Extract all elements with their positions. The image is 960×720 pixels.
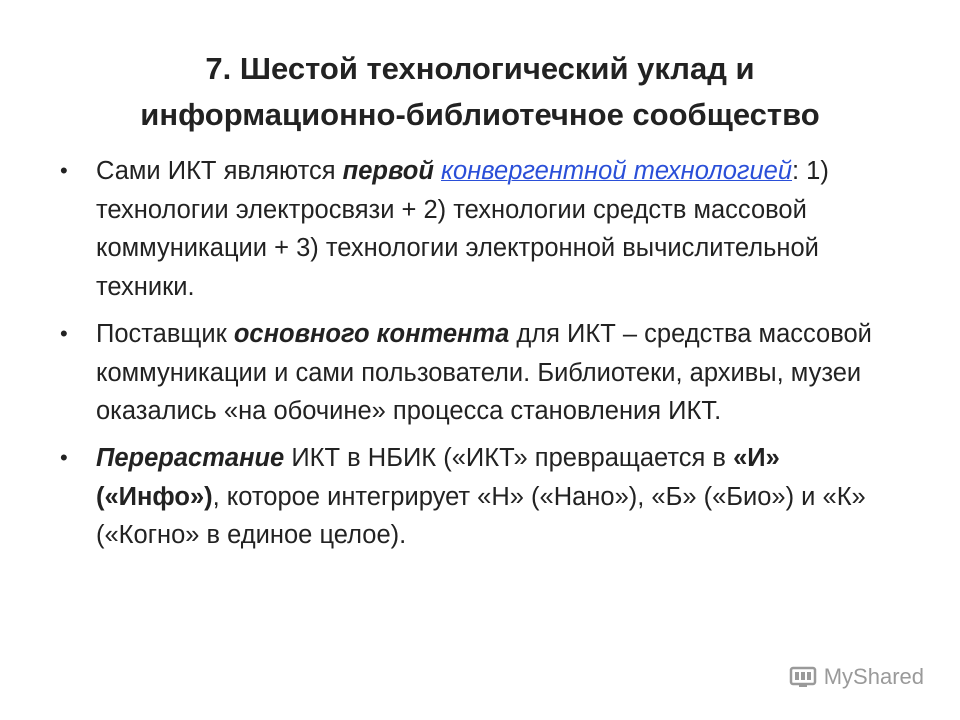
- slide-title: [80, 46, 880, 138]
- bullet-dot-icon: •: [60, 444, 68, 470]
- bullet-dot-icon: •: [60, 320, 68, 346]
- bullet-3-text-rest: , которое интегрирует «Н» («Нано»), «Б» («Био») и «К» («Когно» в единое целое).: [96, 482, 866, 550]
- bullet-1-emphasis: первой: [342, 157, 434, 185]
- bullet-3-emphasis: Перерастание: [96, 443, 285, 472]
- title-line-2: информационно-библиотечное сообщество: [140, 97, 820, 132]
- bullet-item-2: [60, 315, 900, 431]
- bullet-item-1: [60, 152, 900, 307]
- myshared-watermark: [788, 664, 924, 690]
- bullet-3-text: ИКТ в НБИК («ИКТ» превращается в: [284, 443, 734, 472]
- bullet-dot-icon: •: [60, 158, 68, 183]
- bullet-3-bold: «И» («Инфо»): [96, 443, 780, 511]
- myshared-logo-text: MyShared: [823, 664, 924, 689]
- title-line-1: 7. Шестой технологический уклад и: [205, 51, 755, 86]
- bullet-list: [60, 152, 900, 563]
- bullet-2-text-rest: для ИКТ – средства массовой коммуникации и сами пользователи. Библиотеки, архивы, музеи оказались «на обочине» процесса становления ИКТ.: [96, 319, 872, 426]
- bullet-1-text-rest: : 1) технологии электросвязи + 2) технологии средств массовой коммуникации + 3) технологии электронной вычислительной техники.: [96, 157, 829, 302]
- bullet-item-3: [60, 439, 900, 555]
- convergent-technology-link[interactable]: конвергентной технологией: [441, 157, 793, 185]
- bullet-2-emphasis: основного контента: [233, 319, 510, 348]
- bullet-2-text: Поставщик: [96, 319, 234, 348]
- myshared-logo-icon: [788, 664, 818, 690]
- bullet-1-text: Сами ИКТ являются: [96, 157, 343, 185]
